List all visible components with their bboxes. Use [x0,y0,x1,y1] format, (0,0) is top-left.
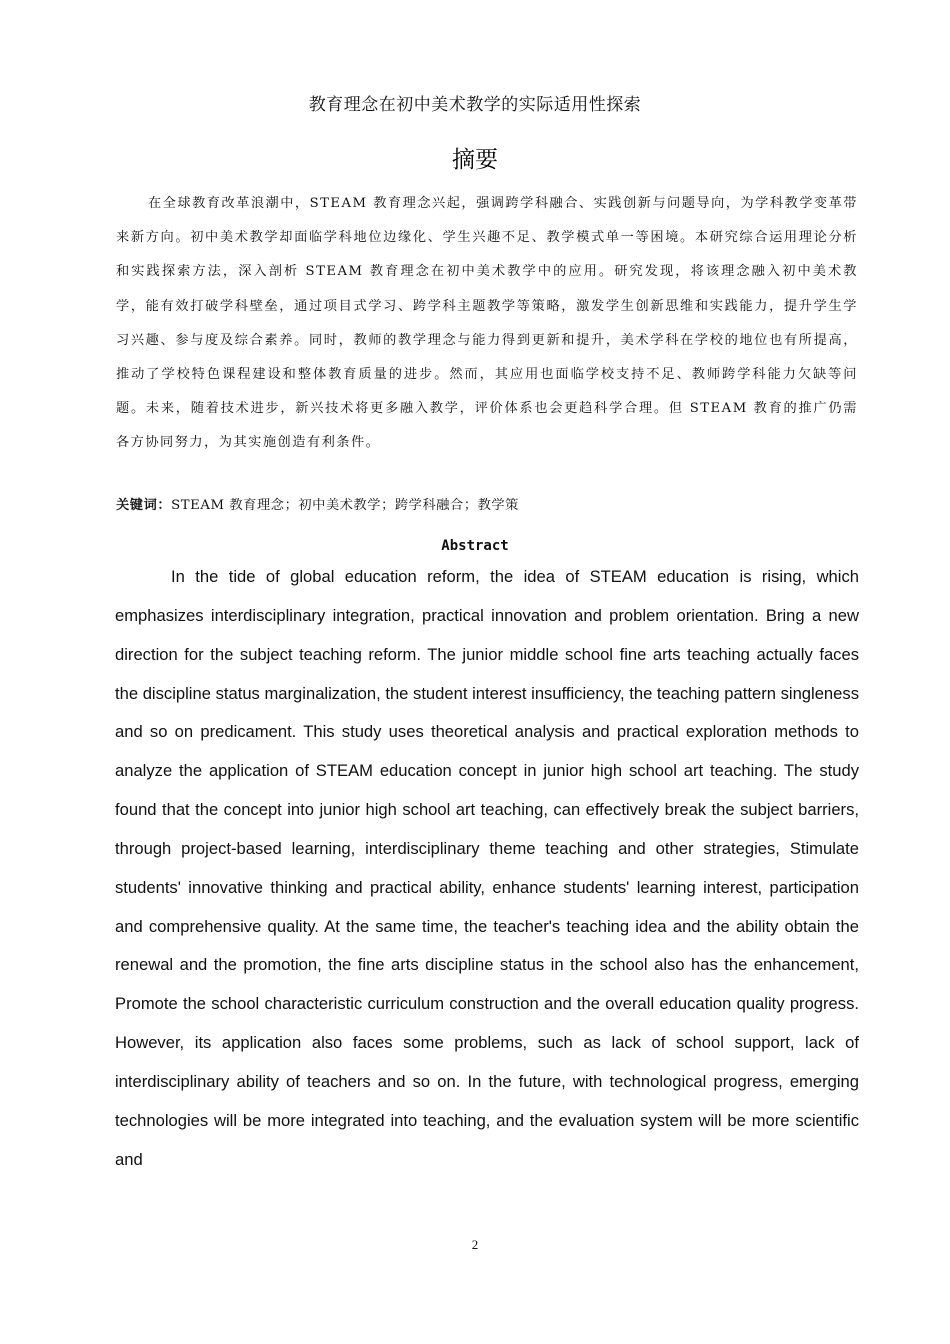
keywords-line [116,492,858,520]
abstract-zh-heading: 摘要 [452,147,498,173]
abstract-zh-paragraph: 在全球教育改革浪潮中，STEAM 教育理念兴起，强调跨学科融合、实践创新与问题导向，为学科教学变革带来新方向。初中美术教学却面临学科地位边缘化、学生兴趣不足、教学模式单一等困境。本研究综合运用理论分析和实践探索方法，深入剖析 STEAM 教育理念在初中美术教学中的应用。研究发现，将该理念融入初中美术教学，能有效打破学科壁垒，通过项目式学习、跨学科主题教学等策略，激发学生创新思维和实践能力，提升学生学习兴趣、参与度及综合素养。同时，教师的教学理念与能力得到更新和提升，美术学科在学校的地位也有所提高，推动了学校特色课程建设和整体教育质量的进步。然而，其应用也面临学校支持不足、教师跨学科能力欠缺等问题。未来，随着技术进步，新兴技术将更多融入教学，评价体系也会更趋科学合理。但 STEAM 教育的推广仍需各方协同努力，为其实施创造有利条件。 [116,196,858,451]
page-number: 2 [471,1237,479,1252]
keywords-text: STEAM 教育理念；初中美术教学；跨学科融合；教学策 [171,498,519,513]
abstract-en-heading: Abstract [441,538,509,554]
keywords-label: 关键词： [116,498,172,513]
document-title: 教育理念在初中美术教学的实际适用性探索 [308,95,642,115]
abstract-en-paragraph: In the tide of global education reform, the idea of STEAM education is rising, which emphasizes interdisciplinary integration, practical innovation and problem orientation. Bring a new direction for the subject teaching reform. The junior middle school fine arts teaching actually faces the discipline status marginalization, the student interest insufficiency, the teaching pattern singleness and so on predicament. This study uses theoretical analysis and practical exploration methods to analyze the application of STEAM education concept in junior high school art teaching. The study found that the concept into junior high school art teaching, can effectively break the subject barriers, through project-based learning, interdisciplinary theme teaching and other strategies, Stimulate students' innovative thinking and practical ability, enhance students' learning interest, participation and comprehensive quality. At the same time, the teacher's teaching idea and the ability obtain the renewal and the promotion, the fine arts discipline status in the school also has the enhancement, Promote the school characteristic curriculum construction and the overall education quality progress. However, its application also faces some problems, such as lack of school support, lack of interdisciplinary ability of teachers and so on. In the future, with technological progress, emerging technologies will be more integrated into teaching, and the evaluation system will be more scientific and [115,567,859,1169]
